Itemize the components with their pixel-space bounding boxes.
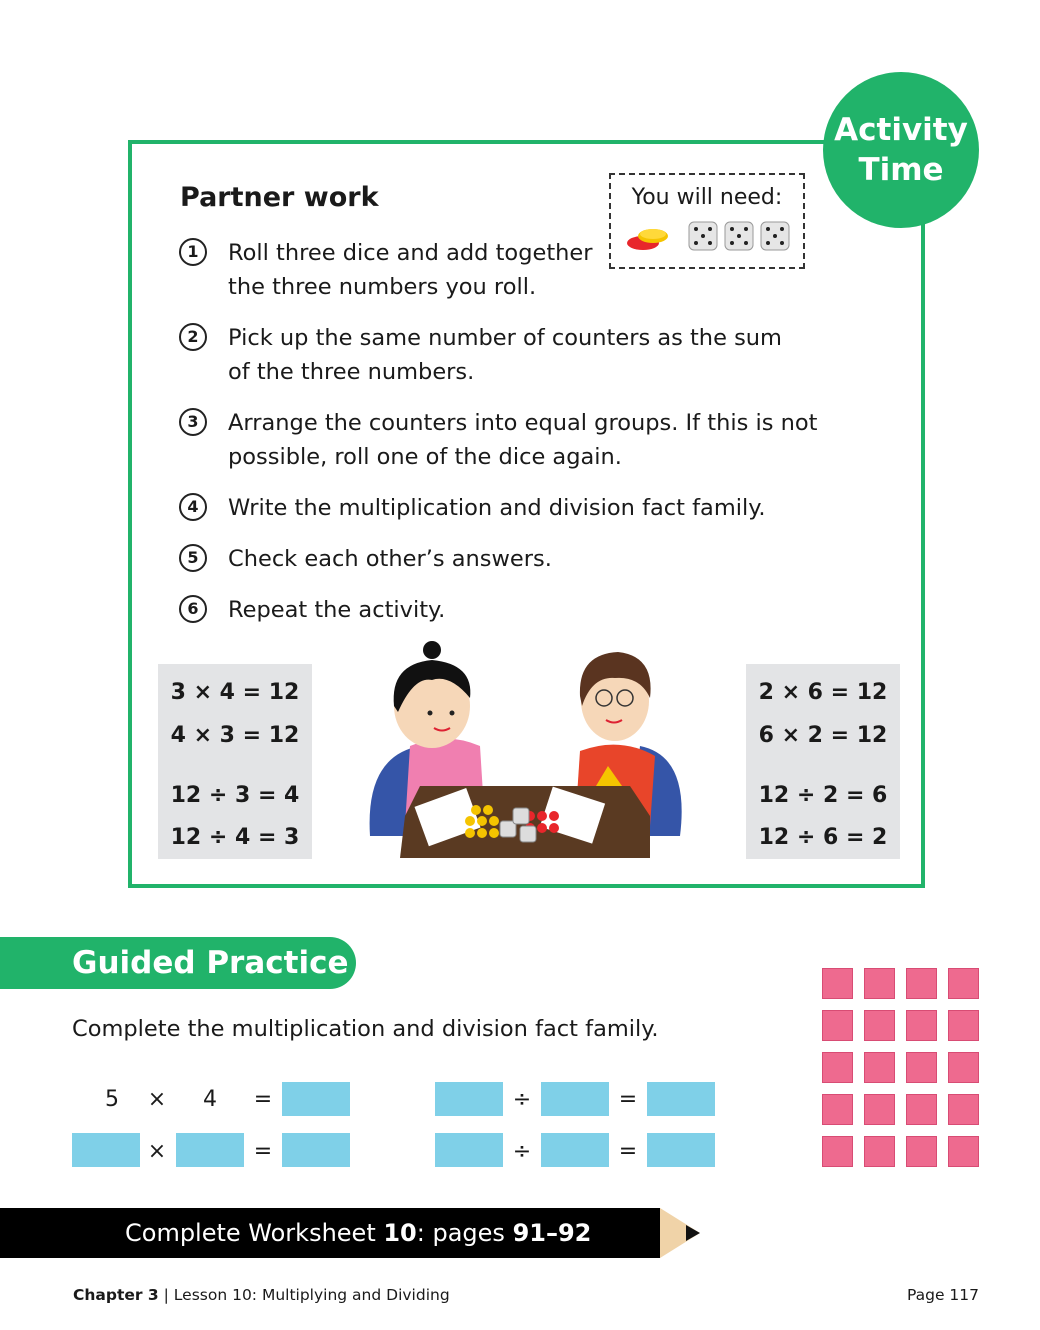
- divide-sign: ÷: [512, 1139, 532, 1164]
- pink-square: [948, 1094, 979, 1125]
- worksheet-pencil-bar: [0, 1208, 660, 1258]
- answer-box[interactable]: [647, 1082, 715, 1116]
- answer-box[interactable]: [541, 1082, 609, 1116]
- footer-separator: |: [158, 1286, 174, 1304]
- step-text-cont: possible, roll one of the dice again.: [228, 444, 622, 470]
- you-will-need-label: You will need:: [631, 185, 783, 210]
- factor-b: 4: [203, 1087, 217, 1112]
- pink-square: [906, 1010, 937, 1041]
- pink-square: [948, 1010, 979, 1041]
- step-4: [179, 491, 817, 525]
- fact-line: 12 ÷ 2 = 6: [758, 783, 888, 808]
- step-number: 4: [179, 493, 207, 521]
- step-5: [179, 542, 817, 576]
- pink-square: [948, 1136, 979, 1167]
- pink-square: [948, 968, 979, 999]
- step-text: Arrange the counters into equal groups. If this is not: [228, 410, 818, 436]
- worksheet-number: 10: [383, 1219, 417, 1247]
- step-number: 3: [179, 408, 207, 436]
- pink-square: [864, 1136, 895, 1167]
- step-text: Write the multiplication and division fact family.: [228, 495, 766, 521]
- footer-chapter: Chapter 3: [73, 1286, 159, 1304]
- fact-line: 4 × 3 = 12: [170, 723, 300, 748]
- pink-square: [906, 1136, 937, 1167]
- step-text: Check each other’s answers.: [228, 546, 552, 572]
- step-6: [179, 593, 817, 627]
- pink-square: [948, 1052, 979, 1083]
- partner-work-title: Partner work: [180, 182, 379, 213]
- pink-square: [822, 1010, 853, 1041]
- step-number: 2: [179, 323, 207, 351]
- fact-family-panel-right: [746, 664, 900, 859]
- footer-chapter-lesson: [73, 1286, 450, 1304]
- fact-line: 12 ÷ 6 = 2: [758, 825, 888, 850]
- answer-box[interactable]: [541, 1133, 609, 1167]
- answer-box[interactable]: [282, 1082, 350, 1116]
- pink-square: [822, 1094, 853, 1125]
- step-text: Pick up the same number of counters as the sum: [228, 325, 782, 351]
- answer-box[interactable]: [72, 1133, 140, 1167]
- answer-box[interactable]: [435, 1082, 503, 1116]
- step-text-cont: of the three numbers.: [228, 359, 475, 385]
- times-sign: ×: [147, 1139, 167, 1164]
- pink-square: [864, 968, 895, 999]
- step-number: 1: [179, 238, 207, 266]
- badge-line-1: Activity: [834, 112, 968, 148]
- badge-line-2: Time: [858, 152, 944, 188]
- pink-square: [906, 1052, 937, 1083]
- step-list: [179, 236, 817, 644]
- equals-sign: =: [618, 1139, 638, 1164]
- pink-square: [864, 1094, 895, 1125]
- answer-box[interactable]: [647, 1133, 715, 1167]
- equals-sign: =: [253, 1139, 273, 1164]
- equals-sign: =: [618, 1087, 638, 1112]
- fact-line: 6 × 2 = 12: [758, 723, 888, 748]
- pink-square: [822, 1136, 853, 1167]
- step-number: 6: [179, 595, 207, 623]
- answer-box[interactable]: [282, 1133, 350, 1167]
- fact-family-panel-left: [158, 664, 312, 859]
- pink-square: [906, 1094, 937, 1125]
- guided-practice-banner: Guided Practice: [0, 937, 356, 989]
- footer-lesson: Lesson 10: Multiplying and Dividing: [173, 1286, 450, 1304]
- footer-page-number: Page 117: [906, 1286, 979, 1304]
- children-playing-illustration: [360, 636, 690, 866]
- pink-square: [822, 968, 853, 999]
- factor-a: 5: [105, 1087, 119, 1112]
- answer-box[interactable]: [435, 1133, 503, 1167]
- step-text: Roll three dice and add together: [228, 240, 593, 266]
- step-1: [179, 236, 817, 304]
- pink-square: [864, 1010, 895, 1041]
- step-3: [179, 406, 817, 474]
- fact-line: 3 × 4 = 12: [170, 680, 300, 705]
- worksheet-pages: 91–92: [512, 1219, 592, 1247]
- worksheet-prefix: Complete Worksheet: [125, 1219, 384, 1247]
- fact-line: 12 ÷ 4 = 3: [170, 825, 300, 850]
- pencil-tip-icon: [660, 1208, 700, 1258]
- activity-time-badge: [823, 72, 979, 228]
- step-text-cont: the three numbers you roll.: [228, 274, 537, 300]
- worksheet-middle: : pages: [416, 1219, 513, 1247]
- step-2: [179, 321, 817, 389]
- step-text: Repeat the activity.: [228, 597, 446, 623]
- answer-box[interactable]: [176, 1133, 244, 1167]
- fact-line: 2 × 6 = 12: [758, 680, 888, 705]
- fact-line: 12 ÷ 3 = 4: [170, 783, 300, 808]
- divide-sign: ÷: [512, 1087, 532, 1112]
- times-sign: ×: [147, 1087, 167, 1112]
- girl-bun: [423, 641, 441, 659]
- step-number: 5: [179, 544, 207, 572]
- pink-square: [864, 1052, 895, 1083]
- pink-square: [906, 968, 937, 999]
- equals-sign: =: [253, 1087, 273, 1112]
- pink-square: [822, 1052, 853, 1083]
- guided-instruction: Complete the multiplication and division fact family.: [72, 1016, 659, 1042]
